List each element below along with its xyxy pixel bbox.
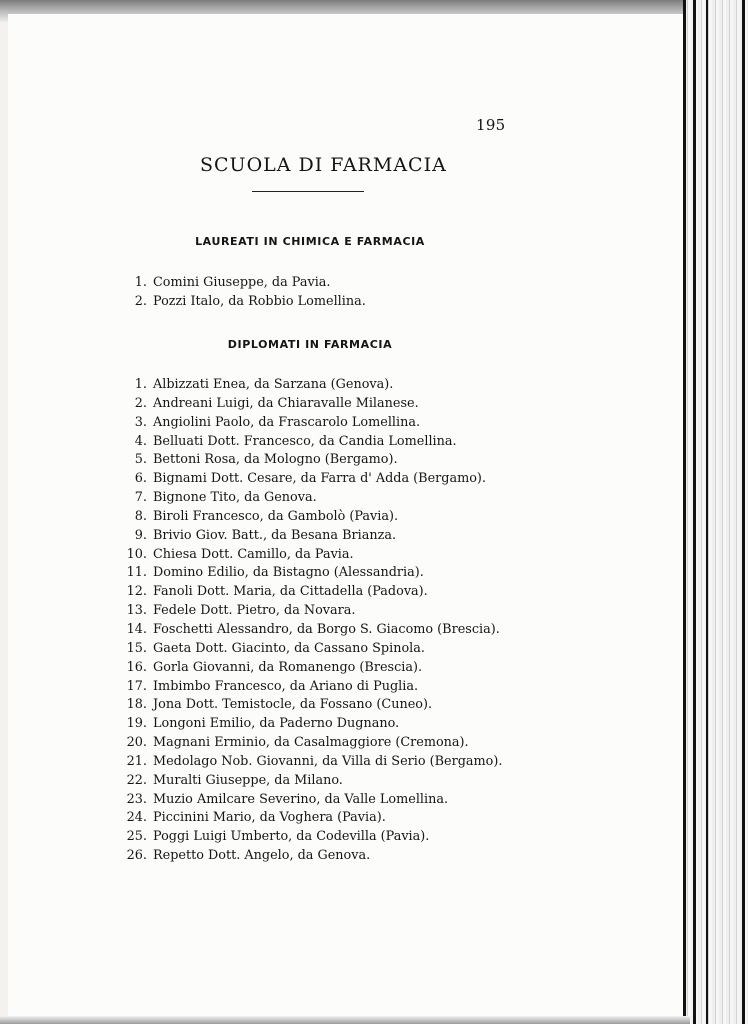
- list-item: [112, 293, 366, 312]
- list-item: [112, 564, 502, 583]
- laureati-list: [112, 274, 366, 312]
- entry-number: 12.: [126, 584, 147, 600]
- entry-number: 26.: [126, 848, 147, 864]
- entry-number: 2.: [134, 395, 147, 411]
- entry-text: Andreani Luigi, da Chiaravalle Milanese.: [153, 395, 419, 411]
- entry-number: 11.: [126, 565, 147, 581]
- list-item: [112, 659, 502, 678]
- entry-number: 1.: [134, 377, 147, 392]
- entry-number: 14.: [126, 621, 147, 637]
- spine-line: [683, 0, 686, 1024]
- list-item: [112, 696, 502, 715]
- list-item: [112, 847, 502, 866]
- spine-line: [693, 0, 696, 1024]
- diplomati-list: [112, 376, 502, 866]
- list-item: [112, 828, 502, 847]
- entry-text: Comini Giuseppe, da Pavia.: [153, 275, 331, 290]
- entry-text: Magnani Erminio, da Casalmaggiore (Cremona).: [153, 735, 469, 751]
- entry-number: 5.: [134, 452, 147, 468]
- list-item: [112, 433, 502, 452]
- entry-text: Longoni Emilio, da Paderno Dugnano.: [153, 716, 400, 732]
- entry-number: 18.: [126, 697, 147, 713]
- entry-number: 9.: [134, 527, 147, 543]
- entry-text: Fanoli Dott. Maria, da Cittadella (Padova).: [153, 584, 428, 600]
- spine-line: [742, 0, 745, 1024]
- entry-number: 23.: [126, 791, 147, 807]
- entry-text: Bignami Dott. Cesare, da Farra d' Adda (Bergamo).: [153, 471, 486, 487]
- list-item: [112, 640, 502, 659]
- spine-line: [706, 0, 708, 1024]
- list-item: [112, 451, 502, 470]
- entry-number: 15.: [126, 640, 147, 656]
- list-item: [112, 414, 502, 433]
- entry-number: 3.: [134, 414, 147, 430]
- entry-text: Belluati Dott. Francesco, da Candia Lomellina.: [153, 433, 457, 449]
- entry-text: Bettoni Rosa, da Mologno (Bergamo).: [153, 452, 398, 468]
- entry-text: Chiesa Dott. Camillo, da Pavia.: [153, 546, 354, 562]
- list-item: [112, 772, 502, 791]
- entry-number: 10.: [126, 546, 147, 562]
- list-item: [112, 583, 502, 602]
- entry-text: Piccinini Mario, da Voghera (Pavia).: [153, 810, 386, 826]
- page-number: 195: [476, 116, 506, 134]
- list-item: [112, 734, 502, 753]
- entry-number: 16.: [126, 659, 147, 675]
- list-item: [112, 470, 502, 489]
- entry-text: Bignone Tito, da Genova.: [153, 490, 317, 506]
- entry-number: 21.: [126, 753, 147, 769]
- entry-number: 13.: [126, 603, 147, 619]
- entry-text: Imbimbo Francesco, da Ariano di Puglia.: [153, 678, 419, 694]
- list-item: [112, 508, 502, 527]
- entry-text: Jona Dott. Temistocle, da Fossano (Cuneo).: [153, 697, 433, 713]
- section-heading-diplomati: DIPLOMATI IN FARMACIA: [227, 338, 393, 351]
- entry-number: 22.: [126, 772, 147, 788]
- list-item: [112, 602, 502, 621]
- entry-text: Angiolini Paolo, da Frascarolo Lomellina.: [153, 414, 421, 430]
- entry-number: 1.: [134, 275, 147, 290]
- entry-text: Repetto Dott. Angelo, da Genova.: [153, 848, 371, 864]
- entry-number: 4.: [134, 433, 147, 449]
- entry-text: Fedele Dott. Pietro, da Novara.: [153, 603, 356, 619]
- list-item: [112, 809, 502, 828]
- entry-number: 8.: [134, 508, 147, 524]
- entry-text: Muralti Giuseppe, da Milano.: [153, 772, 343, 788]
- entry-text: Domino Edilio, da Bistagno (Alessandria).: [153, 565, 424, 581]
- entry-number: 7.: [134, 490, 147, 506]
- list-item: [112, 489, 502, 508]
- entry-number: 19.: [126, 716, 147, 732]
- entry-text: Poggi Luigi Umberto, da Codevilla (Pavia).: [153, 829, 430, 845]
- scan-bottom-edge: [0, 1016, 690, 1024]
- entry-text: Pozzi Italo, da Robbio Lomellina.: [153, 293, 366, 309]
- entry-text: Muzio Amilcare Severino, da Valle Lomellina.: [153, 791, 449, 807]
- entry-text: Albizzati Enea, da Sarzana (Genova).: [153, 377, 394, 392]
- list-item: [112, 376, 502, 395]
- entry-text: Foschetti Alessandro, da Borgo S. Giacomo (Brescia).: [153, 621, 500, 637]
- entry-text: Gaeta Dott. Giacinto, da Cassano Spinola.: [153, 640, 425, 656]
- entry-text: Gorla Giovanni, da Romanengo (Brescia).: [153, 659, 423, 675]
- list-item: [112, 678, 502, 697]
- entry-number: 2.: [134, 293, 147, 309]
- entry-number: 20.: [126, 735, 147, 751]
- entry-number: 24.: [126, 810, 147, 826]
- entry-number: 25.: [126, 829, 147, 845]
- list-item: [112, 546, 502, 565]
- entry-number: 6.: [134, 471, 147, 487]
- list-item: [112, 621, 502, 640]
- list-item: [112, 527, 502, 546]
- entry-text: Medolago Nob. Giovanni, da Villa di Serio (Bergamo).: [153, 753, 503, 769]
- section-heading-laureati: LAUREATI IN CHIMICA E FARMACIA: [195, 235, 425, 248]
- list-item: [112, 395, 502, 414]
- title-divider: [252, 191, 364, 192]
- entry-text: Brivio Giov. Batt., da Besana Brianza.: [153, 527, 397, 543]
- entry-number: 17.: [126, 678, 147, 694]
- list-item: [112, 715, 502, 734]
- list-item: [112, 753, 502, 772]
- list-item: [112, 274, 366, 293]
- list-item: [112, 791, 502, 810]
- entry-text: Biroli Francesco, da Gambolò (Pavia).: [153, 508, 399, 524]
- page-title: SCUOLA DI FARMACIA: [200, 154, 447, 176]
